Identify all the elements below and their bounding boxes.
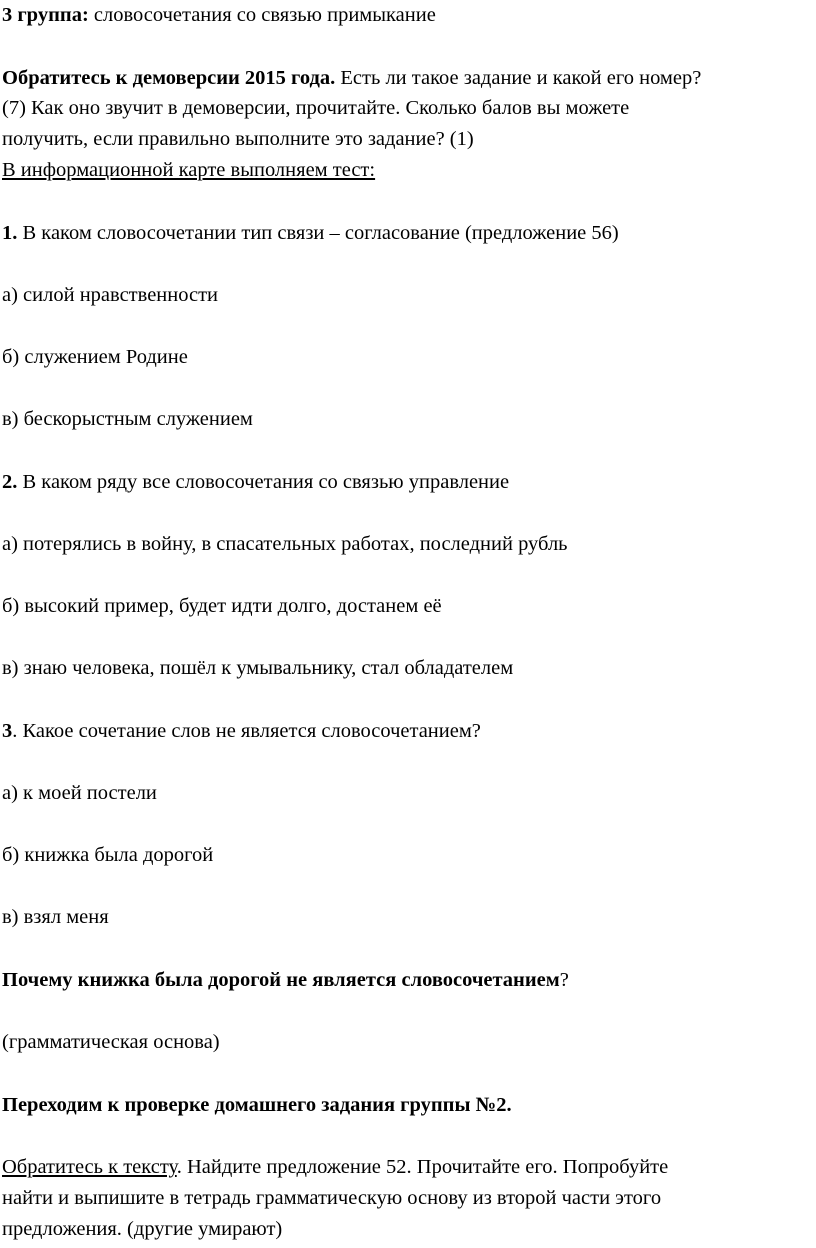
question-2-option-b: б) высокий пример, будет идти долго, достанем её	[2, 595, 442, 617]
group-topic: словосочетания со связью примыкание	[88, 4, 436, 26]
question-3-text: . Какое сочетание слов не является словосочетанием?	[12, 720, 481, 742]
homework-text-reference: Обратитесь к тексту	[2, 1156, 177, 1178]
question-1-option-c: в) бескорыстным служением	[2, 408, 253, 430]
question-2-option-c: в) знаю человека, пошёл к умывальнику, стал обладателем	[2, 657, 514, 679]
homework-line-2: найти и выпишите в тетрадь грамматическую основу из второй части этого	[2, 1187, 662, 1209]
demo-instruction-line-2: (7) Как оно звучит в демоверсии, прочитайте. Сколько балов вы можете	[2, 97, 630, 119]
demo-lead: Обратитесь к демоверсии 2015 года.	[2, 67, 336, 89]
why-question-bold: Почему книжка была дорогой не является словосочетанием	[2, 969, 560, 991]
group-label: 3 группа:	[2, 4, 89, 26]
question-1-number: 1.	[2, 222, 18, 244]
demo-instruction-line-3: получить, если правильно выполните это задание? (1)	[2, 128, 474, 150]
question-3-option-c: в) взял меня	[2, 906, 109, 928]
info-card-instruction	[2, 158, 375, 182]
question-2	[2, 470, 509, 494]
question-3-option-b: б) книжка была дорогой	[2, 844, 214, 866]
question-3-number: 3	[2, 720, 13, 742]
question-1-text: В каком словосочетании тип связи – согласование (предложение 56)	[17, 222, 619, 244]
why-question	[2, 968, 569, 992]
question-2-number: 2.	[2, 471, 18, 493]
info-card-text: В информационной карте выполняем тест:	[2, 159, 376, 181]
group-heading	[2, 3, 436, 27]
question-1	[2, 221, 619, 245]
homework-line-3: предложения. (другие умирают)	[2, 1218, 283, 1240]
question-3	[2, 719, 481, 743]
homework-title	[2, 1093, 512, 1117]
question-2-option-a: а) потерялись в войну, в спасательных работах, последний рубль	[2, 533, 568, 555]
why-answer: (грамматическая основа)	[2, 1031, 220, 1053]
demo-instruction-line-1	[2, 66, 701, 90]
homework-title-text: Переходим к проверке домашнего задания группы №2.	[2, 1094, 512, 1116]
demo-line-1-rest: Есть ли такое задание и какой его номер?	[335, 67, 702, 89]
question-2-text: В каком ряду все словосочетания со связью управление	[17, 471, 510, 493]
question-1-option-a: а) силой нравственности	[2, 284, 219, 306]
why-question-mark: ?	[559, 969, 569, 991]
homework-line-1-rest: . Найдите предложение 52. Прочитайте его. Попробуйте	[176, 1156, 669, 1178]
homework-line-1	[2, 1155, 668, 1179]
question-1-option-b: б) служением Родине	[2, 346, 188, 368]
question-3-option-a: а) к моей постели	[2, 782, 157, 804]
